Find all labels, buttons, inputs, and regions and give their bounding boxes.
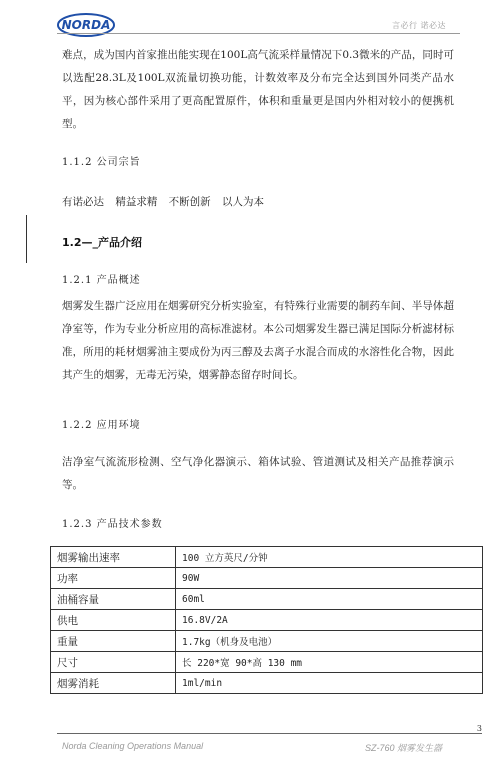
- company-values: 有诺必达 精益求精 不断创新 以人为本: [62, 196, 265, 208]
- spec-value: 长 220*宽 90*高 130 mm: [176, 652, 483, 673]
- norda-logo: [57, 12, 115, 38]
- spec-key: 烟雾消耗: [51, 673, 176, 694]
- spec-key: 重量: [51, 631, 176, 652]
- specs-table: [50, 546, 483, 694]
- table-row: [51, 631, 483, 652]
- spec-key: 油桶容量: [51, 589, 176, 610]
- application-paragraph: 洁净室气流流形检测、空气净化器演示、箱体试验、管道测试及相关产品推荐演示等。: [62, 456, 454, 491]
- specs-heading: 1.2.3 产品技术参数: [62, 519, 163, 530]
- spec-key: 供电: [51, 610, 176, 631]
- overview-paragraph: 烟雾发生器广泛应用在烟雾研究分析实验室，有特殊行业需要的制药车间、半导体超净室等，作为专业分析应用的高标准滤材。本公司烟雾发生器已满足国际分析滤材标准，所用的耗材烟雾油主要成份为丙三醇及去离子水混合而成的水溶性化合物，因此其产生的烟雾，无毒无污染，烟雾静态留存时间长。: [62, 300, 454, 381]
- company-motto: 言必行 诺必达: [391, 21, 446, 30]
- spec-key: 尺寸: [51, 652, 176, 673]
- table-row: [51, 673, 483, 694]
- spec-value: 90W: [176, 568, 483, 589]
- page-number: 3: [476, 724, 482, 733]
- spec-key: 功率: [51, 568, 176, 589]
- footer-rule: [57, 733, 482, 734]
- application-heading: 1.2.2 应用环境: [62, 420, 141, 431]
- purpose-heading: 1.1.2 公司宗旨: [62, 157, 141, 168]
- spec-value: 16.8V/2A: [176, 610, 483, 631]
- table-row: [51, 547, 483, 568]
- spec-key: 烟雾输出速率: [51, 547, 176, 568]
- header-rule: [57, 33, 460, 34]
- intro-paragraph: 难点，成为国内首家推出能实现在100L高气流采样量情况下0.3微米的产品，同时可以选配28.3L及100L双流量切换功能，计数效率及分布完全达到国外同类产品水平，因为核心部件采用了更高配置原件，体积和重量更是国内外相对较小的便携机型。: [62, 49, 454, 130]
- logo-text: NORDA: [61, 18, 111, 32]
- table-row: [51, 652, 483, 673]
- table-row: [51, 568, 483, 589]
- overview-heading: 1.2.1 产品概述: [62, 275, 141, 286]
- spec-value: 100 立方英尺/分钟: [176, 547, 483, 568]
- product-intro-heading: 1.2—_产品介绍: [62, 236, 142, 249]
- spec-value: 1ml/min: [176, 673, 483, 694]
- spec-value: 60ml: [176, 589, 483, 610]
- table-row: [51, 610, 483, 631]
- table-row: [51, 589, 483, 610]
- revision-bar: [26, 215, 27, 263]
- footer-manual-title: Norda Cleaning Operations Manual: [62, 741, 204, 751]
- spec-value: 1.7kg（机身及电池）: [176, 631, 483, 652]
- footer-product-name: SZ-760 烟雾发生器: [364, 743, 442, 753]
